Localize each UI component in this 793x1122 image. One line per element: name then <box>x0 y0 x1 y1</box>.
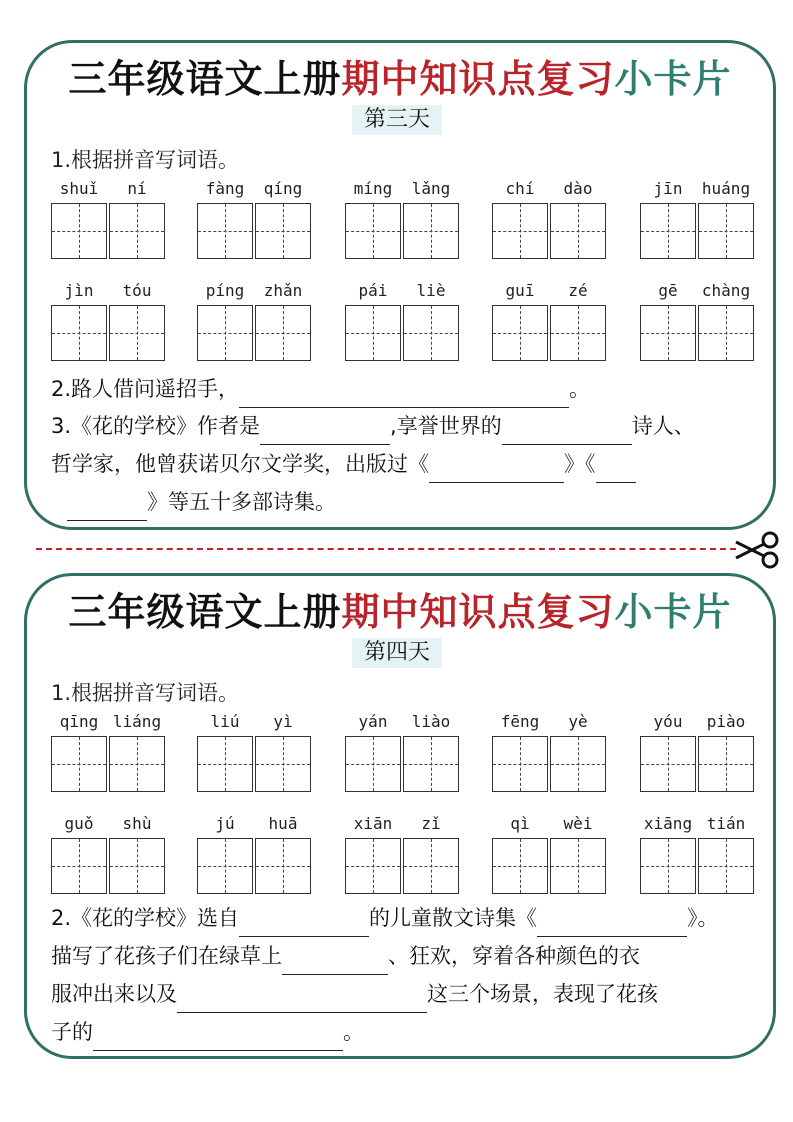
answer-blank[interactable] <box>239 910 369 937</box>
card-title <box>27 588 773 636</box>
pinyin-label: zé <box>568 281 588 300</box>
word-group <box>51 179 167 259</box>
answer-blank[interactable] <box>260 418 390 445</box>
answer-blank[interactable] <box>537 910 687 937</box>
writing-box[interactable] <box>550 838 606 894</box>
writing-box[interactable] <box>197 203 253 259</box>
pinyin-label: gē <box>658 281 678 300</box>
pinyin-label: tóu <box>122 281 152 300</box>
writing-box[interactable] <box>51 838 107 894</box>
pinyin-label: lǎng <box>411 179 451 198</box>
answer-blank[interactable] <box>596 456 636 483</box>
pinyin-label: qīng <box>59 712 99 731</box>
title-part1: 三年级语文上册 <box>68 589 342 634</box>
pinyin-label: jìn <box>64 281 94 300</box>
answer-blank[interactable] <box>93 1024 343 1051</box>
word-group <box>197 814 313 894</box>
writing-box[interactable] <box>550 305 606 361</box>
word-group <box>345 281 461 361</box>
pinyin-label: fēng <box>500 712 540 731</box>
answer-blank[interactable] <box>282 948 388 975</box>
writing-box[interactable] <box>698 305 754 361</box>
writing-box[interactable] <box>109 203 165 259</box>
pinyin-label: piào <box>706 712 746 731</box>
pinyin-label: chí <box>505 179 535 198</box>
writing-box[interactable] <box>403 838 459 894</box>
review-card-day4 <box>24 573 776 1059</box>
question-2: 2.路人借问遥招手， 。 <box>51 370 763 408</box>
pinyin-label: fàng <box>205 179 245 198</box>
answer-blank[interactable] <box>502 418 632 445</box>
pinyin-label: shuǐ <box>59 179 99 198</box>
title-part3: 小卡片 <box>614 589 732 634</box>
question-3: 3.《花的学校》作者是 ,享誉世界的 诗人、 哲学家，他曾获诺贝尔文学奖，出版过《 》《 》等五十多部诗集。 <box>51 407 763 521</box>
writing-box[interactable] <box>492 838 548 894</box>
answer-blank[interactable] <box>429 456 564 483</box>
writing-box[interactable] <box>698 203 754 259</box>
writing-box[interactable] <box>492 305 548 361</box>
word-group <box>492 712 608 792</box>
pinyin-label: yóu <box>653 712 683 731</box>
pinyin-label: liú <box>210 712 240 731</box>
pinyin-label: yán <box>358 712 388 731</box>
writing-box[interactable] <box>345 203 401 259</box>
pinyin-label: zhǎn <box>263 281 303 300</box>
pinyin-label: wèi <box>563 814 593 833</box>
pinyin-label: liáng <box>112 712 162 731</box>
title-part3: 小卡片 <box>614 56 732 101</box>
title-part1: 三年级语文上册 <box>68 56 342 101</box>
word-group <box>345 712 461 792</box>
writing-box[interactable] <box>492 203 548 259</box>
pinyin-label: xiāng <box>643 814 693 833</box>
word-group <box>640 281 756 361</box>
writing-box[interactable] <box>640 203 696 259</box>
pinyin-label: píng <box>205 281 245 300</box>
card-title <box>27 55 773 103</box>
pinyin-label: xiān <box>353 814 393 833</box>
writing-box[interactable] <box>550 203 606 259</box>
writing-box[interactable] <box>109 305 165 361</box>
review-card-day3 <box>24 40 776 530</box>
writing-box[interactable] <box>640 305 696 361</box>
title-part2: 期中知识点复习 <box>341 589 615 634</box>
answer-blank[interactable] <box>177 986 427 1013</box>
cut-line <box>36 548 736 550</box>
writing-box[interactable] <box>109 838 165 894</box>
pinyin-label: míng <box>353 179 393 198</box>
pinyin-label: jú <box>215 814 235 833</box>
word-group <box>492 281 608 361</box>
word-group <box>197 179 313 259</box>
writing-box[interactable] <box>640 736 696 792</box>
writing-box[interactable] <box>255 736 311 792</box>
writing-box[interactable] <box>492 736 548 792</box>
writing-box[interactable] <box>403 736 459 792</box>
pinyin-label: qì <box>510 814 530 833</box>
pinyin-label: zǐ <box>421 814 441 833</box>
writing-box[interactable] <box>109 736 165 792</box>
pinyin-label: jīn <box>653 179 683 198</box>
pinyin-label: tián <box>706 814 746 833</box>
question-1: 1.根据拼音写词语。 <box>51 681 240 705</box>
question-1: 1.根据拼音写词语。 <box>51 148 240 172</box>
pinyin-label: shù <box>122 814 152 833</box>
word-group <box>51 712 167 792</box>
pinyin-label: chàng <box>701 281 751 300</box>
writing-box[interactable] <box>345 736 401 792</box>
answer-blank[interactable] <box>239 381 569 408</box>
writing-box[interactable] <box>51 203 107 259</box>
writing-box[interactable] <box>255 838 311 894</box>
pinyin-label: qíng <box>263 179 303 198</box>
writing-box[interactable] <box>550 736 606 792</box>
scissors-icon <box>732 530 782 570</box>
writing-box[interactable] <box>197 838 253 894</box>
writing-box[interactable] <box>255 305 311 361</box>
word-group <box>51 281 167 361</box>
day-label: 第三天 <box>352 105 442 135</box>
writing-box[interactable] <box>345 305 401 361</box>
writing-box[interactable] <box>255 203 311 259</box>
pinyin-label: yè <box>568 712 588 731</box>
day-label: 第四天 <box>352 638 442 668</box>
pinyin-label: ní <box>127 179 147 198</box>
writing-box[interactable] <box>51 736 107 792</box>
word-group <box>640 712 756 792</box>
word-group <box>640 179 756 259</box>
pinyin-label: guī <box>505 281 535 300</box>
word-group <box>51 814 167 894</box>
writing-box[interactable] <box>640 838 696 894</box>
question-2: 2.《花的学校》选自 的儿童散文诗集《 》。 描写了花孩子们在绿草上 、狂欢，穿着各种颜色的衣 服冲出来以及 这三个场景，表现了花孩 子的 。 <box>51 899 763 1051</box>
word-group <box>492 179 608 259</box>
title-part2: 期中知识点复习 <box>341 56 615 101</box>
writing-box[interactable] <box>698 736 754 792</box>
word-group <box>197 281 313 361</box>
pinyin-label: liè <box>416 281 446 300</box>
word-group <box>640 814 756 894</box>
writing-box[interactable] <box>197 305 253 361</box>
writing-box[interactable] <box>698 838 754 894</box>
writing-box[interactable] <box>345 838 401 894</box>
writing-box[interactable] <box>51 305 107 361</box>
writing-box[interactable] <box>403 203 459 259</box>
pinyin-label: guǒ <box>64 814 94 833</box>
pinyin-label: huā <box>268 814 298 833</box>
word-group <box>345 814 461 894</box>
pinyin-label: liào <box>411 712 451 731</box>
word-group <box>197 712 313 792</box>
pinyin-label: huáng <box>701 179 751 198</box>
writing-box[interactable] <box>197 736 253 792</box>
pinyin-label: yì <box>273 712 293 731</box>
word-group <box>345 179 461 259</box>
pinyin-label: pái <box>358 281 388 300</box>
word-group <box>492 814 608 894</box>
answer-blank[interactable] <box>67 494 147 521</box>
writing-box[interactable] <box>403 305 459 361</box>
pinyin-label: dào <box>563 179 593 198</box>
